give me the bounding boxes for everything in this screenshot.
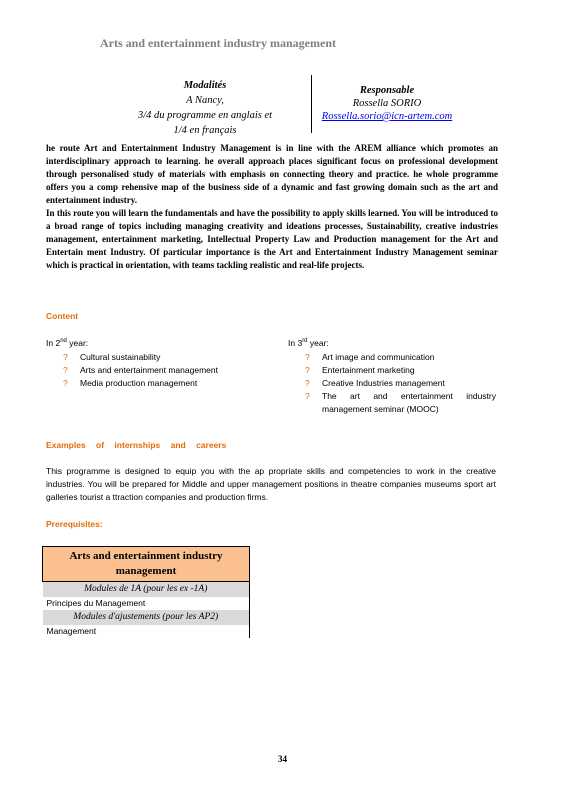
list-item: ? Media production management [63,377,198,388]
year3-label: In 3rd year: [288,337,329,348]
table-subheader: Modules de 1A (pour les ex -1A) [43,582,250,598]
list-item: ? Entertainment marketing [305,364,415,375]
bullet-icon: ? [63,377,68,388]
prerequisites-heading: Prerequisites: [46,519,103,529]
prerequisites-table [42,546,250,638]
list-item: ? Arts and entertainment management [63,364,218,375]
responsable-heading: Responsable [359,85,415,96]
page-title: Arts and entertainment industry management [100,36,336,50]
bullet-icon: ? [305,364,310,375]
list-item: ? The art and entertainment industry management seminar (MOOC) [305,390,496,414]
modalites-line: 3/4 du programme en anglais et [137,110,273,121]
bullet-icon: ? [305,377,310,388]
responsable-name: Rossella SORIO [352,98,422,109]
bullet-icon: ? [305,390,310,401]
list-item: ? Cultural sustainability [63,351,161,362]
list-item: ? Art image and communication [305,351,435,362]
modalites-heading: Modalités [183,80,227,91]
year3-column [288,335,496,416]
bullet-icon: ? [305,351,310,362]
list-item: ? Creative Industries management [305,377,445,388]
intro-text [46,142,498,272]
responsable-block [312,84,462,123]
internships-text: This programme is designed to equip you with the ap propriate skills and competencies to work in the creative industries. You will be prepared for Middle and upper management positions in theatre companies museums sport art galleries tourist a ttraction companies and production firms. [46,466,496,502]
table-row: Principes du Management [43,597,250,610]
intro-paragraph: he route Art and Entertainment Industry Management is in line with the AREM alliance which promotes an interdisciplinary approach to learning. he overall approach places significant focus on professional development through personalised study of materials with emphasis on connecting theory and practice. he whole programme offers you a comp rehensive map of the business side of a dynamic and fast growing domain such as the art and entertainment industry. [46,143,498,205]
internships-heading: Examples of internships and careers [46,440,227,450]
content-heading: Content [46,311,79,321]
table-title: Arts and entertainment industry management [43,547,250,582]
modalites-line: A Nancy, [186,95,224,106]
year2-label: In 2nd year: [46,337,89,348]
intro-paragraph: In this route you will learn the fundamentals and have the possibility to apply skills learned. You will be introduced to a broad range of topics including managing creativity and ideations processes, Sustainability, creative industries management, entertainment marketing, Intellectual Property Law and Production management for the Art and Entertain ment Industry. Of particular importance is the Art and Entertainment Industry Management seminar which is practical in orientation, with teams tackling realistic and real-life projects. [46,208,498,270]
year2-column [46,335,246,390]
table-row: Management [43,625,250,638]
responsable-email-link[interactable]: Rossella.sorio@icn-artem.com [321,111,453,122]
modalites-block [100,78,310,138]
bullet-icon: ? [63,364,68,375]
page-number: 34 [278,754,287,764]
bullet-icon: ? [63,351,68,362]
modalites-line: 1/4 en français [173,125,237,136]
table-subheader: Modules d'ajustements (pour les AP2) [43,610,250,625]
